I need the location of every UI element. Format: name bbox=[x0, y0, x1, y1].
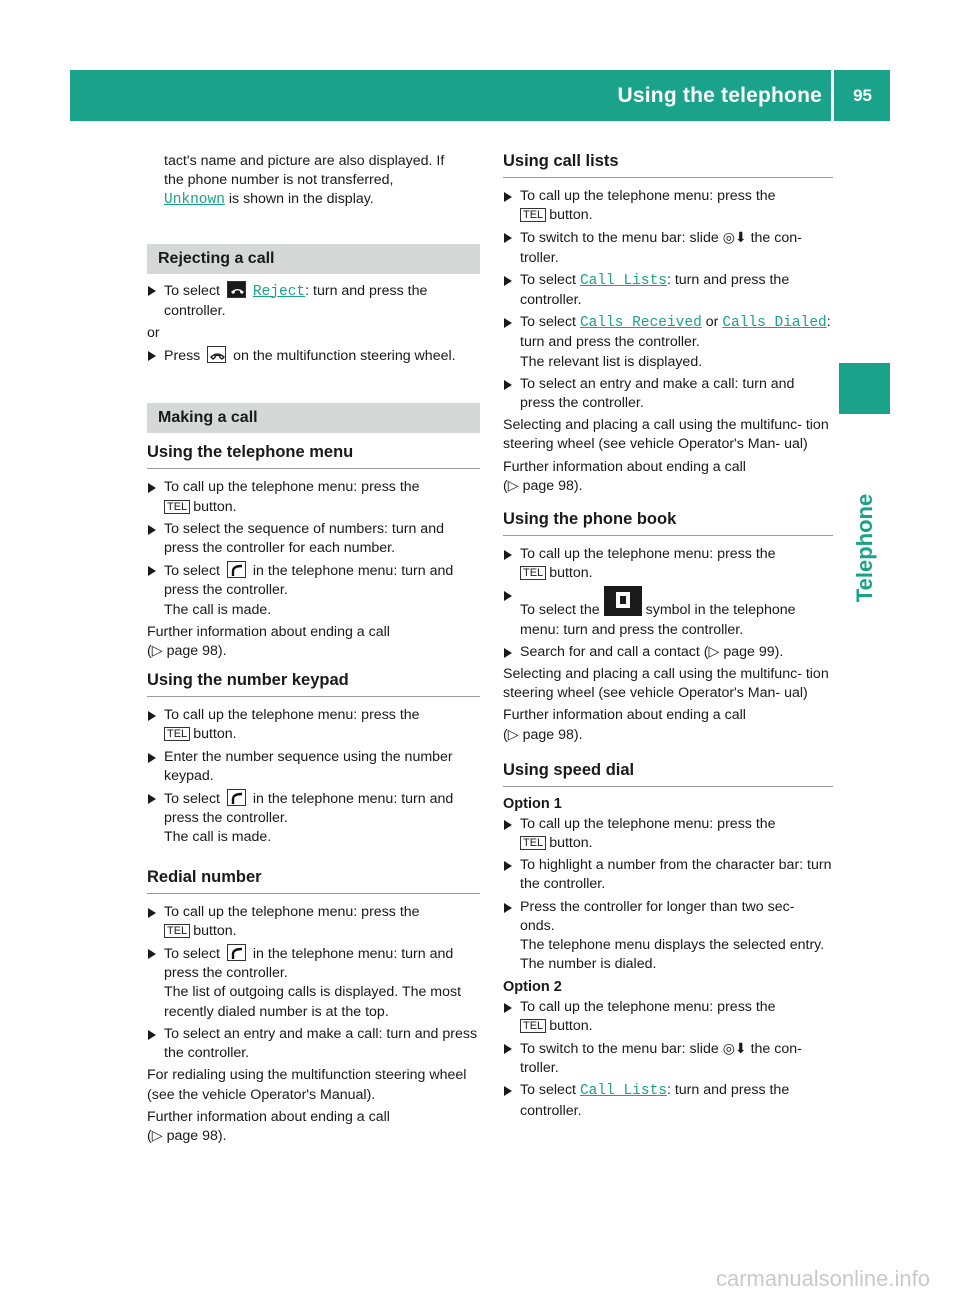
step-result: The list of outgoing calls is displayed. The most recently dialed number is at the top. bbox=[164, 984, 462, 1020]
chapter-label: Telephone bbox=[852, 493, 877, 603]
step bbox=[503, 228, 833, 267]
step-text: button. bbox=[549, 1017, 593, 1034]
step bbox=[147, 748, 480, 786]
step-arrow-icon bbox=[504, 380, 512, 390]
step-text: To call up the telephone menu: press the bbox=[520, 546, 776, 563]
step-text: button. bbox=[549, 565, 593, 582]
step-arrow-icon bbox=[504, 192, 512, 202]
call-phone-icon bbox=[227, 789, 246, 806]
page-reference[interactable]: (▷ page 98). bbox=[503, 726, 583, 743]
heading-number-keypad: Using the number keypad bbox=[147, 671, 480, 697]
step-text: : turn and press the controller. bbox=[520, 271, 790, 309]
paragraph: Selecting and placing a call using the multifunc- tion steering wheel (see vehicle Operator's Man- ual) bbox=[503, 666, 829, 702]
step-text: To switch to the menu bar: slide bbox=[520, 230, 719, 247]
intro-text bbox=[147, 152, 480, 211]
step bbox=[503, 375, 833, 413]
step-text: Enter the number sequence using the number keypad. bbox=[164, 748, 453, 784]
step-result: The relevant list is displayed. bbox=[520, 353, 703, 370]
further-info: Further information about ending a call bbox=[503, 707, 746, 724]
intro-line: the phone number is not transferred, bbox=[164, 172, 394, 189]
further-info: Further information about ending a call bbox=[147, 623, 390, 640]
step-arrow-icon bbox=[504, 861, 512, 871]
step-text: button. bbox=[193, 726, 237, 743]
step-result: The call is made. bbox=[164, 601, 272, 618]
step-text: To select the sequence of numbers: turn and press the controller for each number. bbox=[164, 520, 444, 557]
step-text: To select an entry and make a call: turn and press the controller. bbox=[520, 375, 795, 412]
call-phone-icon bbox=[227, 561, 246, 578]
step-text: To select bbox=[520, 314, 576, 331]
step bbox=[147, 561, 480, 620]
call-phone-icon bbox=[227, 944, 246, 961]
option-1-label: Option 1 bbox=[503, 795, 562, 812]
step-result: The telephone menu displays the selected entry. The number is dialed. bbox=[520, 937, 825, 973]
step-text: button. bbox=[549, 835, 593, 852]
step-text: To call up the telephone menu: press the bbox=[520, 188, 776, 204]
step bbox=[147, 789, 480, 848]
step-text: symbol in the telephone menu: turn and press the controller. bbox=[520, 602, 796, 638]
page-reference[interactable]: (▷ page 98). bbox=[503, 477, 583, 494]
tel-key-icon: TEL bbox=[520, 566, 546, 580]
intro-line: tact's name and picture are also displayed. If bbox=[164, 153, 445, 169]
step bbox=[503, 1039, 833, 1078]
step-arrow-icon bbox=[504, 1044, 512, 1054]
step bbox=[503, 1081, 833, 1120]
controller-slide-icon: ◎⬇ bbox=[722, 1039, 747, 1056]
step bbox=[147, 478, 480, 516]
heading-speed-dial: Using speed dial bbox=[503, 761, 833, 787]
tel-key-icon: TEL bbox=[164, 500, 190, 514]
phone-book-icon bbox=[604, 586, 642, 616]
tel-key-icon: TEL bbox=[520, 836, 546, 850]
chapter-tab bbox=[843, 493, 887, 603]
step-text: Press the controller for longer than two sec- onds. bbox=[520, 898, 795, 934]
step-text: To call up the telephone menu: press the bbox=[164, 479, 420, 496]
step-arrow-icon bbox=[148, 949, 156, 959]
calls-received-code: Calls Received bbox=[579, 315, 702, 332]
step-text: Press bbox=[164, 348, 201, 365]
hang-up-icon bbox=[207, 346, 226, 363]
step bbox=[503, 545, 833, 583]
step-arrow-icon bbox=[504, 276, 512, 286]
step-arrow-icon bbox=[504, 233, 512, 243]
step-text: or bbox=[705, 314, 719, 331]
further-info: Further information about ending a call bbox=[503, 458, 746, 475]
calls-dialed-code: Calls Dialed bbox=[722, 315, 827, 332]
step-result: The call is made. bbox=[164, 829, 272, 846]
step bbox=[503, 856, 833, 894]
step-arrow-icon bbox=[148, 351, 156, 361]
step-text: To select an entry and make a call: turn and press the controller. bbox=[164, 1025, 478, 1062]
step-text: To select bbox=[164, 946, 220, 963]
step-arrow-icon bbox=[504, 591, 512, 601]
step-arrow-icon bbox=[148, 286, 156, 296]
further-info: Further information about ending a call bbox=[147, 1108, 390, 1125]
step bbox=[147, 1025, 480, 1063]
step-text: : bbox=[826, 314, 831, 331]
reject-code: Reject bbox=[252, 283, 306, 300]
step-text: in the telephone menu: turn and press the controller. bbox=[164, 946, 454, 982]
step-text: : turn and press the controller. bbox=[164, 282, 428, 319]
step-text: To select bbox=[520, 1082, 576, 1099]
step-text: To call up the telephone menu: press the bbox=[520, 815, 776, 832]
step-arrow-icon bbox=[148, 566, 156, 576]
step-arrow-icon bbox=[148, 908, 156, 918]
step bbox=[503, 898, 833, 975]
step bbox=[503, 271, 833, 310]
step-arrow-icon bbox=[148, 753, 156, 763]
heading-telephone-menu: Using the telephone menu bbox=[147, 443, 480, 469]
step bbox=[147, 520, 480, 558]
step-text: To call up the telephone menu: press the bbox=[520, 998, 776, 1015]
section-making-call: Making a call bbox=[147, 403, 480, 433]
step bbox=[147, 903, 480, 941]
step-arrow-icon bbox=[148, 711, 156, 721]
step-arrow-icon bbox=[148, 794, 156, 804]
step-text: To call up the telephone menu: press the bbox=[164, 707, 420, 724]
watermark: carmanualsonline.info bbox=[715, 1266, 930, 1291]
call-lists-code: Call Lists bbox=[579, 1083, 667, 1100]
step-arrow-icon bbox=[148, 483, 156, 493]
step-arrow-icon bbox=[504, 820, 512, 830]
tel-key-icon: TEL bbox=[520, 1019, 546, 1033]
left-column bbox=[147, 152, 480, 1146]
call-lists-code: Call Lists bbox=[579, 272, 667, 289]
step-text: : turn and press the controller. bbox=[520, 1082, 790, 1119]
reject-phone-icon bbox=[227, 281, 246, 298]
step-text: button. bbox=[193, 922, 237, 939]
step-text: To highlight a number from the character bar: turn the controller. bbox=[520, 857, 832, 893]
step bbox=[503, 313, 833, 372]
step-text: on the multifunction steering wheel. bbox=[233, 348, 456, 365]
step-arrow-icon bbox=[504, 903, 512, 913]
chapter-marker bbox=[839, 363, 890, 414]
heading-call-lists: Using call lists bbox=[503, 152, 833, 178]
intro-line: is shown in the display. bbox=[228, 191, 374, 208]
step-text: in the telephone menu: turn and press the controller. bbox=[164, 563, 454, 599]
step bbox=[147, 281, 480, 321]
step bbox=[503, 586, 833, 639]
step-text: the con- troller. bbox=[520, 230, 802, 266]
step-text: Search for and call a contact (▷ page 99). bbox=[520, 643, 784, 660]
tel-key-icon: TEL bbox=[164, 727, 190, 741]
step-arrow-icon bbox=[504, 550, 512, 560]
step-text: To select the bbox=[520, 602, 600, 619]
step-text: in the telephone menu: turn and press the controller. bbox=[164, 791, 454, 827]
step-text: turn and press the controller. bbox=[520, 334, 700, 351]
tel-key-icon: TEL bbox=[164, 924, 190, 938]
step bbox=[503, 815, 833, 853]
option-2-label: Option 2 bbox=[503, 978, 562, 995]
page-header bbox=[70, 70, 890, 121]
step-text: To select bbox=[164, 791, 220, 808]
step bbox=[503, 998, 833, 1036]
step-text: the con- troller. bbox=[520, 1040, 802, 1077]
header-divider bbox=[831, 70, 834, 121]
step bbox=[147, 944, 480, 1022]
step-text: To call up the telephone menu: press the bbox=[164, 903, 420, 920]
right-column bbox=[503, 152, 833, 1124]
page-number: 95 bbox=[853, 86, 872, 105]
paragraph: For redialing using the multifunction steering wheel (see the vehicle Operator's Manual). bbox=[147, 1067, 467, 1103]
unknown-code: Unknown bbox=[164, 192, 225, 209]
page-reference[interactable]: (▷ page 98). bbox=[147, 1127, 227, 1144]
step-text: button. bbox=[549, 207, 593, 224]
page-reference[interactable]: (▷ page 98). bbox=[147, 643, 227, 660]
step-text: To select bbox=[164, 563, 220, 580]
paragraph: Selecting and placing a call using the multifunc- tion steering wheel (see vehicle Operator's Man- ual) bbox=[503, 417, 829, 453]
step bbox=[503, 187, 833, 225]
step-text: To select bbox=[164, 282, 220, 299]
heading-phone-book: Using the phone book bbox=[503, 510, 833, 536]
step-text: button. bbox=[193, 498, 237, 515]
step-arrow-icon bbox=[504, 1003, 512, 1013]
step-arrow-icon bbox=[148, 1030, 156, 1040]
step bbox=[147, 706, 480, 744]
step-arrow-icon bbox=[504, 648, 512, 658]
tel-key-icon: TEL bbox=[520, 208, 546, 222]
header-title: Using the telephone bbox=[617, 84, 822, 107]
step bbox=[503, 643, 833, 662]
or-text: or bbox=[147, 325, 160, 342]
section-rejecting-call: Rejecting a call bbox=[147, 244, 480, 274]
step bbox=[147, 346, 480, 366]
step-arrow-icon bbox=[504, 1086, 512, 1096]
heading-redial-number: Redial number bbox=[147, 868, 480, 894]
step-text: To select bbox=[520, 271, 576, 288]
step-arrow-icon bbox=[148, 525, 156, 535]
controller-slide-icon: ◎⬇ bbox=[722, 229, 747, 246]
step-arrow-icon bbox=[504, 318, 512, 328]
step-text: To switch to the menu bar: slide bbox=[520, 1040, 719, 1057]
